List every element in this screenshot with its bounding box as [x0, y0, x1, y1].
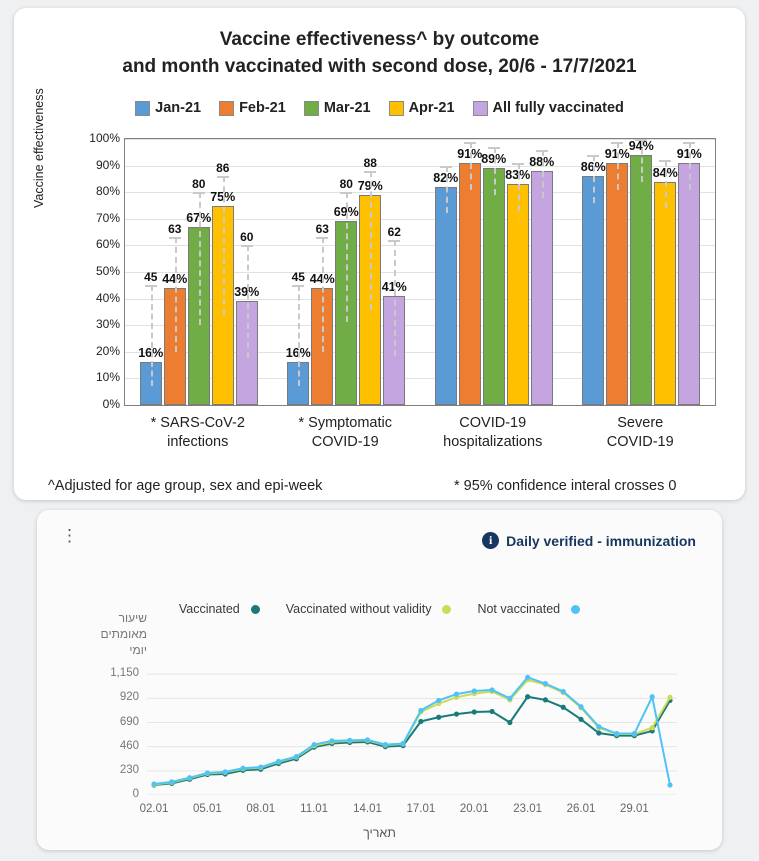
- confidence-interval-line: [593, 155, 595, 203]
- legend-item-vaccinated-without-validity[interactable]: [286, 602, 452, 616]
- legend-label: Feb-21: [239, 100, 286, 116]
- confidence-interval-line: [617, 142, 619, 190]
- bar-value-label: 88%: [529, 154, 555, 169]
- bottom-x-axis-tick: 11.01: [300, 803, 329, 815]
- data-point: [561, 689, 566, 694]
- y-axis-tick: 50%: [95, 264, 120, 278]
- confidence-interval-cap: [217, 176, 229, 178]
- chart-legend: [14, 100, 745, 116]
- data-point: [329, 738, 334, 743]
- confidence-interval-cap: [464, 142, 476, 144]
- confidence-interval-label: 80: [192, 177, 206, 192]
- confidence-interval-cap: [316, 237, 328, 239]
- data-point: [472, 688, 477, 693]
- chart-title-line2: and month vaccinated with second dose, 20/6 - 17/7/2021: [122, 56, 637, 77]
- legend-dot-icon: [251, 605, 260, 614]
- bar-value-label: 69%: [333, 205, 359, 220]
- data-point: [383, 742, 388, 747]
- confidence-interval-cap: [388, 240, 400, 242]
- legend-item-vaccinated[interactable]: [179, 602, 260, 616]
- legend-swatch-icon: [304, 101, 319, 116]
- bar: [483, 168, 505, 405]
- y-axis-tick: 70%: [95, 210, 120, 225]
- confidence-interval-line: [494, 147, 496, 195]
- data-point: [312, 742, 317, 747]
- y-axis-tick: 0%: [102, 397, 120, 411]
- x-axis-group-label-line: * Symptomatic: [298, 415, 392, 431]
- x-axis-group-label: [124, 414, 272, 452]
- data-point: [578, 717, 583, 722]
- bottom-y-axis-label: שיעור מאומתים יומי: [100, 611, 147, 657]
- bottom-x-axis-tick: 20.01: [459, 803, 489, 815]
- y-axis-tick: 100%: [89, 131, 120, 145]
- legend-item-feb21: [219, 100, 286, 116]
- x-axis-group-label: [567, 414, 715, 452]
- legend-label: Vaccinated: [178, 602, 240, 616]
- data-point: [525, 694, 530, 699]
- data-point: [223, 769, 228, 774]
- bar-value-label: 67%: [186, 210, 212, 225]
- data-point: [294, 754, 299, 759]
- bar-value-label: 91%: [604, 146, 630, 161]
- confidence-interval-cap: [292, 285, 304, 287]
- bar-value-label: 94%: [628, 138, 654, 153]
- bar-value-label: 83%: [505, 168, 531, 183]
- y-axis-tick: 20%: [95, 343, 120, 358]
- bottom-x-axis-tick: 26.01: [566, 803, 596, 815]
- confidence-interval-cap: [169, 237, 181, 239]
- confidence-interval-line: [199, 192, 201, 325]
- confidence-interval-cap: [536, 150, 548, 152]
- footnote-confidence: * 95% confidence interal crosses 0: [454, 478, 677, 494]
- data-point: [596, 730, 601, 735]
- bar-value-label: 39%: [234, 285, 260, 300]
- legend-label: Apr-21: [408, 100, 455, 116]
- bottom-x-axis-tick: 05.01: [192, 803, 222, 815]
- bottom-y-axis-tick: 1,150: [110, 667, 139, 680]
- bar-value-label: 86%: [580, 160, 606, 175]
- data-point: [596, 724, 601, 729]
- bottom-x-axis-tick: 02.01: [139, 803, 169, 815]
- more-options-icon[interactable]: ⋮: [61, 526, 78, 545]
- data-point: [543, 681, 548, 686]
- bar-value-label: 16%: [285, 346, 311, 361]
- y-axis-tick: 40%: [95, 290, 120, 305]
- confidence-interval-line: [175, 237, 177, 352]
- data-point: [151, 781, 156, 786]
- confidence-interval-cap: [635, 139, 647, 141]
- confidence-interval-line: [346, 192, 348, 322]
- daily-verified-immunization-card: [37, 510, 722, 850]
- x-axis-group-label: [419, 414, 567, 452]
- bar: [606, 163, 628, 405]
- confidence-interval-line: [518, 163, 520, 211]
- confidence-interval-label: 86: [216, 161, 230, 176]
- legend-label: Vaccinated without validity: [285, 602, 432, 616]
- bar-value-label: 16%: [138, 346, 164, 361]
- footnote-adjusted: ^Adjusted for age group, sex and epi-week: [48, 478, 323, 494]
- data-point: [169, 779, 174, 784]
- bar-value-label: 44%: [162, 271, 188, 286]
- legend-label: All fully vaccinated: [492, 100, 624, 116]
- legend-label: Not vaccinated: [477, 602, 561, 616]
- data-point: [650, 694, 655, 699]
- line-chart-svg: [147, 650, 677, 795]
- confidence-interval-cap: [683, 142, 695, 144]
- legend-item-mar21: [304, 100, 371, 116]
- confidence-interval-label: 45: [144, 270, 158, 285]
- confidence-interval-cap: [659, 160, 671, 162]
- x-axis-group-label-line: hospitalizations: [443, 434, 543, 450]
- bar-value-label: 89%: [481, 152, 507, 167]
- confidence-interval-line: [370, 171, 372, 311]
- bar: [435, 187, 457, 405]
- legend-dot-icon: [571, 605, 580, 614]
- data-point: [650, 725, 655, 730]
- bar-value-label: 82%: [433, 170, 459, 185]
- y-axis-tick: 90%: [95, 157, 120, 172]
- bar-value-label: 91%: [457, 146, 483, 161]
- confidence-interval-line: [223, 176, 225, 315]
- bar-value-label: 79%: [357, 178, 383, 193]
- confidence-interval-cap: [340, 192, 352, 194]
- x-axis-group-label-line: infections: [167, 434, 229, 450]
- data-point: [489, 709, 494, 714]
- data-point: [578, 704, 583, 709]
- bottom-y-axis-tick: 230: [119, 763, 139, 776]
- bottom-y-axis-tick: 460: [119, 739, 139, 752]
- data-point: [418, 719, 423, 724]
- legend-swatch-icon: [389, 101, 404, 116]
- bottom-x-axis-tick: 14.01: [353, 803, 382, 815]
- data-point: [561, 705, 566, 710]
- data-point: [525, 675, 530, 680]
- confidence-interval-line: [641, 139, 643, 182]
- data-point: [507, 696, 512, 701]
- x-axis-group-label-line: COVID-19: [311, 434, 379, 450]
- bottom-y-axis-tick: 0: [132, 788, 139, 800]
- bottom-x-axis-tick: 08.01: [246, 803, 276, 815]
- bottom-chart-title: Daily verified - immunization: [506, 532, 696, 549]
- bar: [582, 176, 604, 405]
- y-axis-tick: 60%: [95, 237, 120, 252]
- bar-value-label: 44%: [309, 271, 335, 286]
- legend-item-jan21: [135, 100, 201, 116]
- bottom-chart-header: [482, 532, 696, 549]
- x-axis-group-label-line: COVID-19: [606, 434, 674, 450]
- confidence-interval-cap: [512, 163, 524, 165]
- confidence-interval-line: [247, 245, 249, 358]
- y-axis-tick: 80%: [95, 184, 120, 199]
- confidence-interval-label: 80: [339, 177, 353, 192]
- data-point: [240, 766, 245, 771]
- data-point: [401, 741, 406, 746]
- data-point: [543, 697, 548, 702]
- x-axis-group-label-line: COVID-19: [459, 415, 527, 431]
- confidence-interval-line: [394, 240, 396, 356]
- bottom-x-axis-tick: 29.01: [620, 803, 649, 815]
- bar: [507, 184, 529, 405]
- x-axis-group-label: [272, 414, 420, 452]
- data-point: [667, 782, 672, 787]
- page-title: [14, 26, 745, 80]
- confidence-interval-line: [298, 285, 300, 386]
- data-point: [489, 687, 494, 692]
- bottom-x-axis-label: תאריך: [363, 826, 396, 840]
- confidence-interval-cap: [611, 142, 623, 144]
- y-axis-ticks: [72, 131, 120, 411]
- confidence-interval-label: 45: [291, 270, 305, 285]
- data-point: [365, 737, 370, 742]
- confidence-interval-label: 88: [363, 155, 377, 170]
- vaccine-effectiveness-card: [14, 8, 745, 500]
- data-point: [436, 698, 441, 703]
- line-series: [154, 677, 670, 785]
- y-axis-tick: 30%: [95, 317, 120, 332]
- legend-item-apr21: [389, 100, 455, 116]
- legend-label: Mar-21: [323, 100, 371, 116]
- confidence-interval-label: 62: [387, 225, 401, 240]
- legend-swatch-icon: [135, 101, 150, 116]
- confidence-interval-line: [151, 285, 153, 386]
- confidence-interval-label: 60: [240, 230, 254, 245]
- confidence-interval-cap: [364, 171, 376, 173]
- bar-value-label: 75%: [210, 189, 236, 204]
- data-point: [507, 720, 512, 725]
- legend-label: Jan-21: [155, 100, 202, 116]
- confidence-interval-cap: [440, 166, 452, 168]
- bar-chart-plot-area: [124, 138, 716, 406]
- legend-swatch-icon: [219, 101, 234, 116]
- data-point: [454, 711, 459, 716]
- bar: [654, 182, 676, 405]
- data-point: [472, 709, 477, 714]
- bar: [630, 155, 652, 405]
- line-chart-plot-area: [110, 650, 677, 815]
- confidence-interval-line: [665, 160, 667, 208]
- data-point: [205, 770, 210, 775]
- legend-swatch-icon: [473, 101, 488, 116]
- confidence-interval-cap: [587, 155, 599, 157]
- bar-value-label: 84%: [652, 165, 678, 180]
- y-axis-tick: 10%: [95, 370, 120, 385]
- bottom-x-axis-tick: 23.01: [513, 803, 543, 815]
- bottom-x-axis-tick: 17.01: [406, 803, 436, 815]
- data-point: [187, 775, 192, 780]
- confidence-interval-cap: [145, 285, 157, 287]
- y-axis-label: Vaccine effectiveness: [32, 88, 46, 208]
- bar: [678, 163, 700, 405]
- bar-value-label: 41%: [381, 279, 407, 294]
- data-point: [667, 695, 672, 700]
- legend-item-not-vaccinated[interactable]: [477, 602, 580, 616]
- info-icon[interactable]: i: [482, 532, 499, 549]
- confidence-interval-line: [542, 150, 544, 198]
- legend-item-all-fully-vaccinated: [473, 100, 624, 116]
- confidence-interval-cap: [488, 147, 500, 149]
- data-point: [276, 759, 281, 764]
- data-point: [632, 731, 637, 736]
- confidence-interval-line: [446, 166, 448, 214]
- x-axis-group-label-line: Severe: [617, 415, 664, 431]
- confidence-interval-label: 63: [315, 222, 329, 237]
- confidence-interval-cap: [241, 245, 253, 247]
- legend-dot-icon: [442, 605, 451, 614]
- data-point: [347, 738, 352, 743]
- confidence-interval-label: 63: [168, 222, 182, 237]
- confidence-interval-line: [322, 237, 324, 352]
- bar-value-label: 91%: [676, 146, 702, 161]
- x-axis-group-label-line: * SARS-CoV-2: [150, 415, 245, 431]
- bottom-y-axis-tick: 690: [119, 715, 139, 728]
- confidence-interval-line: [689, 142, 691, 190]
- data-point: [418, 708, 423, 713]
- data-point: [454, 692, 459, 697]
- bottom-y-axis-tick: 920: [119, 691, 139, 704]
- confidence-interval-cap: [193, 192, 205, 194]
- data-point: [258, 765, 263, 770]
- bar: [531, 171, 553, 405]
- data-point: [436, 715, 441, 720]
- bar: [459, 163, 481, 405]
- data-point: [614, 731, 619, 736]
- confidence-interval-line: [470, 142, 472, 190]
- chart-title-line1: Vaccine effectiveness^ by outcome: [219, 29, 540, 50]
